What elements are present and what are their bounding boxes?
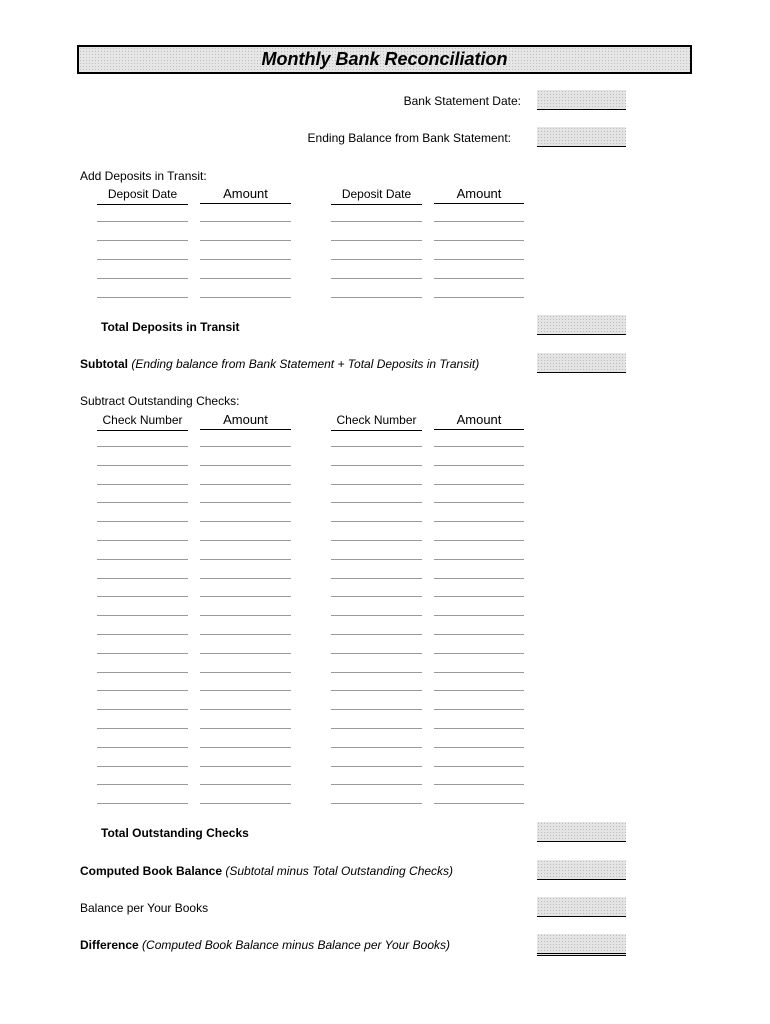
deposit-line-right-amount[interactable] [434, 297, 524, 298]
check-line-right-date[interactable] [331, 502, 422, 503]
check-line-right-date[interactable] [331, 728, 422, 729]
deposit-line-right-date[interactable] [331, 297, 422, 298]
check-line-right-amount[interactable] [434, 784, 524, 785]
deposit-date-header-right: Deposit Date [331, 187, 422, 205]
amount-header-left: Amount [200, 186, 291, 204]
check-line-left-date[interactable] [97, 690, 188, 691]
deposit-line-right-date[interactable] [331, 278, 422, 279]
check-line-left-amount[interactable] [200, 502, 291, 503]
check-line-left-amount[interactable] [200, 540, 291, 541]
check-line-right-date[interactable] [331, 709, 422, 710]
check-line-left-amount[interactable] [200, 596, 291, 597]
check-line-left-amount[interactable] [200, 672, 291, 673]
difference-row [80, 938, 450, 952]
deposit-line-left-date[interactable] [97, 221, 188, 222]
check-line-left-date[interactable] [97, 502, 188, 503]
check-line-right-amount[interactable] [434, 521, 524, 522]
deposit-line-left-date[interactable] [97, 297, 188, 298]
check-line-right-date[interactable] [331, 766, 422, 767]
deposit-line-left-amount[interactable] [200, 297, 291, 298]
check-line-left-date[interactable] [97, 672, 188, 673]
check-line-left-amount[interactable] [200, 728, 291, 729]
balance-books-label: Balance per Your Books [80, 901, 209, 915]
check-line-right-amount[interactable] [434, 672, 524, 673]
deposit-line-right-date[interactable] [331, 240, 422, 241]
check-amount-header-left: Amount [200, 412, 291, 430]
check-line-left-amount[interactable] [200, 484, 291, 485]
check-line-left-date[interactable] [97, 766, 188, 767]
check-line-left-date[interactable] [97, 728, 188, 729]
check-line-left-date[interactable] [97, 446, 188, 447]
deposit-line-right-amount[interactable] [434, 259, 524, 260]
check-line-right-amount[interactable] [434, 559, 524, 560]
deposit-line-right-date[interactable] [331, 259, 422, 260]
check-line-left-date[interactable] [97, 559, 188, 560]
check-line-right-amount[interactable] [434, 653, 524, 654]
check-line-left-date[interactable] [97, 484, 188, 485]
check-line-right-amount[interactable] [434, 484, 524, 485]
page-title: Monthly Bank Reconciliation [261, 49, 508, 69]
check-line-right-date[interactable] [331, 540, 422, 541]
deposits-section-label: Add Deposits in Transit: [80, 169, 207, 183]
check-line-right-amount[interactable] [434, 634, 524, 635]
subtotal-note: (Ending balance from Bank Statement + Total Deposits in Transit) [131, 357, 480, 371]
check-line-left-amount[interactable] [200, 747, 291, 748]
check-amount-header-right: Amount [434, 412, 524, 430]
check-line-right-date[interactable] [331, 672, 422, 673]
deposit-line-left-amount[interactable] [200, 278, 291, 279]
check-line-right-amount[interactable] [434, 766, 524, 767]
check-line-left-date[interactable] [97, 596, 188, 597]
total-checks-field[interactable] [537, 822, 626, 842]
check-line-left-date[interactable] [97, 803, 188, 804]
deposit-line-left-amount[interactable] [200, 240, 291, 241]
check-line-right-date[interactable] [331, 596, 422, 597]
subtotal-label: Subtotal [80, 357, 128, 371]
check-line-right-date[interactable] [331, 615, 422, 616]
check-line-left-date[interactable] [97, 784, 188, 785]
difference-label: Difference [80, 938, 139, 952]
total-checks-label: Total Outstanding Checks [101, 826, 249, 840]
check-line-left-date[interactable] [97, 465, 188, 466]
deposit-line-right-amount[interactable] [434, 278, 524, 279]
check-line-right-amount[interactable] [434, 540, 524, 541]
check-line-left-amount[interactable] [200, 784, 291, 785]
computed-row [80, 864, 453, 878]
check-number-header-right: Check Number [331, 413, 422, 431]
check-line-right-date[interactable] [331, 521, 422, 522]
deposit-line-right-date[interactable] [331, 221, 422, 222]
deposit-line-left-amount[interactable] [200, 259, 291, 260]
check-line-right-amount[interactable] [434, 596, 524, 597]
check-line-right-amount[interactable] [434, 728, 524, 729]
check-line-left-amount[interactable] [200, 766, 291, 767]
check-line-right-date[interactable] [331, 446, 422, 447]
check-line-left-amount[interactable] [200, 653, 291, 654]
check-line-left-date[interactable] [97, 653, 188, 654]
difference-field[interactable] [537, 934, 626, 956]
deposit-line-right-amount[interactable] [434, 240, 524, 241]
check-line-left-amount[interactable] [200, 446, 291, 447]
check-line-right-date[interactable] [331, 634, 422, 635]
ending-balance-label: Ending Balance from Bank Statement: [307, 131, 511, 145]
check-line-right-amount[interactable] [434, 690, 524, 691]
check-line-right-date[interactable] [331, 784, 422, 785]
total-deposits-field[interactable] [537, 315, 626, 335]
check-line-left-amount[interactable] [200, 709, 291, 710]
check-line-right-amount[interactable] [434, 615, 524, 616]
check-line-left-date[interactable] [97, 540, 188, 541]
deposit-date-header-left: Deposit Date [97, 187, 188, 205]
check-line-right-amount[interactable] [434, 465, 524, 466]
check-line-right-date[interactable] [331, 690, 422, 691]
check-line-left-date[interactable] [97, 578, 188, 579]
check-line-left-date[interactable] [97, 615, 188, 616]
check-line-left-date[interactable] [97, 634, 188, 635]
check-line-left-amount[interactable] [200, 803, 291, 804]
check-line-left-amount[interactable] [200, 690, 291, 691]
check-line-right-date[interactable] [331, 578, 422, 579]
check-line-left-amount[interactable] [200, 465, 291, 466]
check-line-right-date[interactable] [331, 484, 422, 485]
check-line-left-amount[interactable] [200, 578, 291, 579]
deposit-line-left-amount[interactable] [200, 221, 291, 222]
bank-statement-date-field[interactable] [537, 90, 626, 110]
deposit-line-left-date[interactable] [97, 278, 188, 279]
title-banner [77, 45, 692, 74]
subtotal-row [80, 357, 479, 371]
computed-field[interactable] [537, 860, 626, 880]
subtotal-field[interactable] [537, 353, 626, 373]
check-line-right-date[interactable] [331, 559, 422, 560]
check-line-left-amount[interactable] [200, 634, 291, 635]
deposit-line-right-amount[interactable] [434, 221, 524, 222]
check-line-left-date[interactable] [97, 747, 188, 748]
check-line-right-amount[interactable] [434, 803, 524, 804]
check-line-left-amount[interactable] [200, 615, 291, 616]
check-line-left-date[interactable] [97, 709, 188, 710]
deposit-line-left-date[interactable] [97, 259, 188, 260]
check-line-left-date[interactable] [97, 521, 188, 522]
checks-section-label: Subtract Outstanding Checks: [80, 394, 240, 408]
check-line-right-amount[interactable] [434, 446, 524, 447]
check-line-right-amount[interactable] [434, 578, 524, 579]
computed-label: Computed Book Balance [80, 864, 223, 878]
check-line-right-date[interactable] [331, 803, 422, 804]
check-line-right-amount[interactable] [434, 747, 524, 748]
balance-books-field[interactable] [537, 897, 626, 917]
check-line-right-amount[interactable] [434, 709, 524, 710]
difference-note: (Computed Book Balance minus Balance per Your Books) [142, 938, 450, 952]
total-deposits-label: Total Deposits in Transit [101, 320, 240, 334]
check-line-right-amount[interactable] [434, 502, 524, 503]
computed-note: (Subtotal minus Total Outstanding Checks) [225, 864, 454, 878]
check-line-right-date[interactable] [331, 653, 422, 654]
ending-balance-field[interactable] [537, 127, 626, 147]
check-line-left-amount[interactable] [200, 559, 291, 560]
check-line-right-date[interactable] [331, 465, 422, 466]
deposit-line-left-date[interactable] [97, 240, 188, 241]
check-line-left-amount[interactable] [200, 521, 291, 522]
check-line-right-date[interactable] [331, 747, 422, 748]
amount-header-right: Amount [434, 186, 524, 204]
check-number-header-left: Check Number [97, 413, 188, 431]
bank-statement-date-label: Bank Statement Date: [403, 94, 521, 108]
